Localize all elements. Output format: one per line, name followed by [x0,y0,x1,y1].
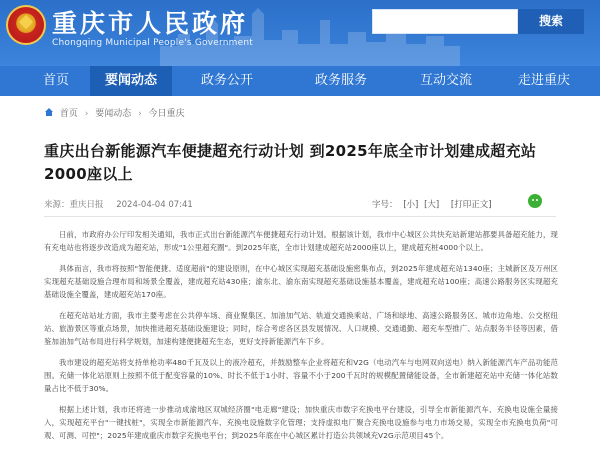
search-button[interactable]: 搜索 [518,9,584,34]
search-input[interactable] [372,9,518,34]
article-paragraph: 在超充站站址方面，我市主要考虑在公共停车场、商业聚集区、加油加气站、轨道交通换乘站、广场和绿地、高速公路服务区、城市边角地、公交枢纽站、旅游景区等重点场景，加快推进超充基础设施建设；同时，综合考虑各区县发展情况、人口规模、交通通勤、超充车型推广、站点服务半径等因素，借鉴加油加气站布局进行科学规划，加速构建便捷超充生态，更好支持新能源汽车下乡。 [44,311,558,346]
article-meta [44,198,193,210]
home-icon [44,107,54,117]
breadcrumb-news[interactable]: 要闻动态 [95,109,132,119]
article-tools [372,198,495,210]
article-date: 2024-04-04 07:41 [116,200,193,210]
breadcrumb-separator-icon: › [138,109,142,119]
article-paragraph: 具体而言，我市将按照"智能便捷、适度超前"的建设原则，在中心城区实现超充基础设施密集布点，到2025年建成超充站1340座；主城新区及万州区实现超充基础设施合理布局和场景全覆盖，建成超充站430座；渝东北、渝东南实现超充基础设施基本覆盖，建成超充站100座；高速公路服务区实现超充基础设施全覆盖，建成超充站170座。 [44,264,558,299]
article-title: 重庆出台新能源汽车便捷超充行动计划 到2025年底全市计划建成超充站2000座以上 [44,142,537,183]
wechat-share-icon[interactable] [528,194,542,208]
nav-gov-services[interactable]: 政务服务 [314,73,367,88]
breadcrumb-separator-icon: › [84,109,89,119]
site-subtitle: Chongqing Municipal People's Government [52,38,253,48]
article-body [44,228,558,450]
breadcrumb-today-chongqing[interactable]: 今日重庆 [148,109,185,119]
breadcrumb [44,106,185,120]
breadcrumb-home[interactable]: 首页 [59,109,78,119]
main-navigation [0,66,600,96]
nav-gov-affairs-open[interactable]: 政务公开 [200,73,253,88]
nav-home[interactable]: 首页 [42,73,69,88]
nav-about-chongqing[interactable]: 走进重庆 [517,73,570,88]
font-large-button[interactable]: [大] [424,200,440,210]
font-size-label: 字号： [372,200,398,210]
article-source: 来源：重庆日报 [44,200,104,210]
article-paragraph: 日前，市政府办公厅印发相关通知，我市正式出台新能源汽车便捷超充行动计划。根据该计划，我市中心城区公共快充站新建站都要具备超充能力，现有充电站也将逐步改造成为超充站，形成"1公里超充圈"。到2025年底，全市计划建成超充站2000座以上，建成超充桩4000个以上。 [44,230,558,252]
header-banner [0,0,600,66]
government-emblem-icon[interactable] [6,5,46,45]
divider [44,216,556,217]
nav-interaction[interactable]: 互动交流 [419,73,472,88]
print-button[interactable]: [打印正文] [450,200,492,210]
article-paragraph: 根据上述计划，我市还将进一步推动成渝地区双城经济圈"电走廊"建设；加快重庆市数字充换电平台建设，引导全市新能源汽车、充换电设施全量接入，实现超充平台"一键找桩"，实现全市新能源汽车、充换电设施数字化管理；支持虚拟电厂聚合充换电设施参与电力市场交易，实现全市充换电负荷"可观、可测、可控"；2025年建成重庆市数字充换电平台；到2025年底在中心城区累计打造公共领域充V2G示范项目45个。 [44,405,558,440]
site-title[interactable]: 重庆市人民政府 [52,9,249,38]
nav-news[interactable]: 要闻动态 [90,66,172,96]
font-small-button[interactable]: [小] [403,200,419,210]
article-paragraph: 我市建设的超充站将支持单枪功率480千瓦及以上的液冷超充，并鼓励整车企业将超充和V2G（电动汽车与电网双向送电）纳入新能源汽车产品功能范围。充储一体化站原则上按照不低于配变容量的10%、时长不低于1小时、容量不小于200千瓦时的规模配置储能设备，全市新建超充站中充储一体化站数量占比不低于30%。 [44,358,558,393]
